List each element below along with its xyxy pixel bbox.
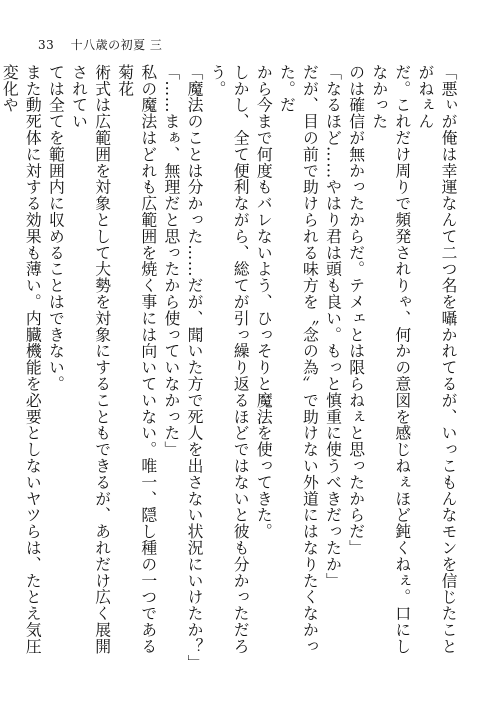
page-header bbox=[38, 36, 162, 53]
page-number: 33 bbox=[38, 38, 55, 52]
text-line: 「……まぁ、無理だと思ったから使っていなかった」 bbox=[161, 64, 181, 458]
text-line: だ。これだけ周りで頻発されりゃ、何かの意図を感じねぇほど鈍くねぇ。口にしなかった bbox=[369, 64, 412, 655]
text-line: ては全てを範囲内に収めることはできない。 bbox=[46, 64, 66, 392]
text-line: 私の魔法はどれも広範囲を焼く事には向いていない。唯一、隠し種の一つである菊花 bbox=[115, 64, 158, 655]
text-line: しかし、全て便利ながら、総てが引っ繰り返るほどではないと彼も分かっただろう。 bbox=[208, 64, 251, 655]
text-line: 術式は広範囲を対象として大勢を対象にすることもできるが、あれだけ広く展開されてい bbox=[69, 64, 112, 655]
text-line: のは確信が無かったからだ。テメェとは限らねぇと思ったからだ」 bbox=[346, 64, 366, 556]
text-line: だが、目の前で助けられる味方を〝念の為〟で助けない外道にはなりたくなかった。だ bbox=[277, 64, 320, 655]
text-line: また動死体に対する効果も薄い。内臓機能を必要としないヤツらは、たとえ気圧変化や bbox=[0, 64, 43, 655]
text-line: 「なるほど……やはり君は頭も良い。もっと慎重に使うべきだったか」 bbox=[323, 64, 343, 589]
text-line: 「魔法のことは分かった……だが、聞いた方で死人を出さない状況にいけたか？」 bbox=[184, 64, 204, 671]
text-line: 「悪ぃが俺は幸運なんて二つ名を囁かれてるが、いっこもんなモンを信じたことがねぇん bbox=[415, 64, 458, 655]
vertical-body-text bbox=[0, 64, 460, 671]
running-title: 十八歳の初夏 三 bbox=[70, 38, 163, 52]
text-line: から今まで何度もバレないよう、ひっそりと魔法を使ってきた。 bbox=[254, 64, 274, 540]
